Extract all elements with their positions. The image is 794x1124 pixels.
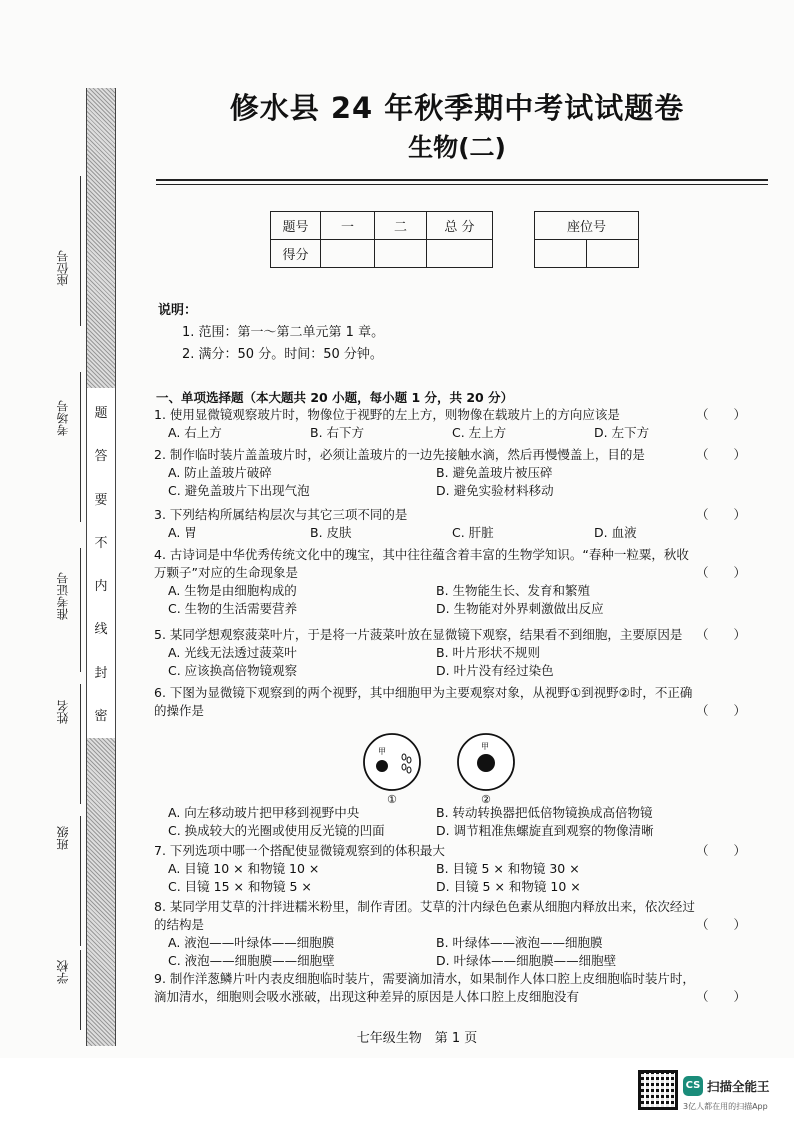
score-input-cell[interactable]: [375, 240, 427, 268]
question-stem: 6. 下图为显微镜下观察到的两个视野，其中细胞甲为主要观察对象，从视野①到视野②时，不正确的操作是: [154, 685, 693, 718]
cell-label-view1: 甲: [378, 747, 386, 756]
score-header-cell: 一: [321, 212, 375, 240]
answer-paren[interactable]: （ ）: [695, 565, 746, 580]
option: D. 血液: [594, 525, 637, 540]
seal-char: 不: [94, 535, 108, 551]
view-1-circle: [364, 734, 420, 790]
question-stem: 7. 下列选项中哪一个搭配使显微镜观察到的体积最大: [154, 843, 445, 858]
option: B. 目镜 5 × 和物镜 30 ×: [436, 861, 580, 876]
option: A. 光线无法透过菠菜叶: [168, 645, 297, 660]
qr-code-pattern: [641, 1073, 675, 1107]
microscope-views-svg: [360, 730, 520, 806]
question-stem: 8. 某同学用艾草的汁拌进糯米粉里，制作青团。艾草的汁内绿色色素从细胞内释放出来，依次经过的结构是: [154, 899, 695, 932]
option: A. 目镜 10 × 和物镜 10 ×: [168, 861, 320, 876]
option: C. 左上方: [452, 425, 507, 440]
score-input-cell[interactable]: [321, 240, 375, 268]
answer-paren[interactable]: （ ）: [695, 627, 746, 642]
option: D. 调节粗准焦螺旋直到观察的物像清晰: [436, 823, 654, 838]
answer-paren[interactable]: （ ）: [695, 703, 746, 718]
side-field-name: 姓名: [56, 700, 70, 724]
side-field-ticket: 准考证号: [56, 572, 70, 620]
scanner-tagline: 3亿人都在用的扫描App: [683, 1102, 768, 1111]
view-2-label: ②: [481, 793, 491, 806]
question-5: [154, 626, 754, 680]
option: C. 避免盖玻片下出现气泡: [168, 483, 310, 498]
exam-subtitle: 生物(二): [408, 133, 506, 162]
question-stem: 2. 制作临时装片盖盖玻片时，必须让盖玻片的一边先接触水滴，然后再慢慢盖上，目的是: [154, 447, 645, 462]
fill-line: [80, 816, 81, 946]
question-2: [154, 446, 754, 500]
cell-label-view2: 甲: [481, 742, 489, 751]
seat-label: 座位号: [535, 212, 639, 240]
option: B. 皮肤: [310, 525, 352, 540]
question-8: [154, 898, 754, 970]
question-7: [154, 842, 754, 896]
answer-paren[interactable]: （ ）: [695, 507, 746, 522]
seal-char: 内: [94, 579, 108, 595]
option: C. 肝脏: [452, 525, 494, 540]
option: C. 目镜 15 × 和物镜 5 ×: [168, 879, 312, 894]
seal-char: 要: [94, 492, 108, 508]
option: A. 右上方: [168, 425, 222, 440]
answer-paren[interactable]: （ ）: [695, 989, 746, 1004]
answer-paren[interactable]: （ ）: [695, 917, 746, 932]
seat-input-cell[interactable]: [535, 240, 587, 268]
camscanner-logo-icon: CS: [683, 1076, 703, 1096]
seal-char: 题: [94, 406, 108, 421]
seal-char: 线: [94, 622, 108, 638]
option: B. 叶绿体——液泡——细胞膜: [436, 935, 603, 950]
fill-line: [80, 372, 81, 522]
title-rule: [156, 179, 768, 181]
option: B. 右下方: [310, 425, 365, 440]
view-1-label: ①: [387, 793, 397, 806]
cell-jia-small: [376, 760, 388, 772]
instructions-heading: 说明：: [158, 303, 198, 318]
fill-line: [80, 950, 81, 1030]
microscope-views-diagram: [360, 730, 520, 806]
instructions: [158, 300, 384, 366]
side-field-room: 考场号: [56, 400, 70, 436]
score-header-cell: 二: [375, 212, 427, 240]
option: B. 叶片形状不规则: [436, 645, 541, 660]
question-1: [154, 406, 754, 442]
fill-line: [80, 548, 81, 672]
question-stem: 3. 下列结构所属结构层次与其它三项不同的是: [154, 507, 408, 522]
question-stem: 5. 某同学想观察菠菜叶片，于是将一片菠菜叶放在显微镜下观察，结果看不到细胞，主要原因是: [154, 627, 683, 642]
seat-input-cell[interactable]: [587, 240, 639, 268]
score-label-cell: 得分: [271, 240, 321, 268]
page-footer: 七年级生物 第 1 页: [356, 1031, 478, 1046]
seal-char: 密: [94, 708, 108, 724]
option: C. 液泡——细胞膜——细胞壁: [168, 953, 335, 968]
seal-char: 答: [94, 449, 108, 465]
answer-paren[interactable]: （ ）: [695, 447, 746, 462]
cell-jia-large: [477, 754, 495, 772]
score-table: [270, 211, 493, 268]
answer-paren[interactable]: （ ）: [695, 407, 746, 422]
scanner-app-name: 扫描全能王: [707, 1079, 770, 1094]
option: C. 生物的生活需要营养: [168, 601, 298, 616]
exam-title: 修水县 24 年秋季期中考试试题卷: [229, 91, 685, 125]
option: D. 避免实验材料移动: [436, 483, 554, 498]
option: D. 生物能对外界刺激做出反应: [436, 601, 604, 616]
seal-char: 封: [94, 665, 108, 681]
question-3: [154, 506, 754, 542]
fill-line: [80, 684, 81, 804]
side-field-school: 学校: [56, 960, 70, 984]
option: D. 目镜 5 × 和物镜 10 ×: [436, 879, 581, 894]
score-header-cell: 总 分: [427, 212, 493, 240]
option: B. 避免盖玻片被压碎: [436, 465, 553, 480]
question-4: [154, 546, 754, 618]
option: A. 防止盖玻片破碎: [168, 465, 272, 480]
question-6-options: [154, 804, 754, 840]
question-9: [154, 970, 754, 1006]
option: C. 换成较大的光圈或使用反光镜的凹面: [168, 823, 385, 838]
side-field-seat: 座位号: [56, 250, 70, 286]
seat-table: [534, 211, 639, 268]
option: A. 生物是由细胞构成的: [168, 583, 297, 598]
title-rule-thin: [156, 184, 768, 185]
question-stem: 4. 古诗词是中华优秀传统文化中的瑰宝，其中往往蕴含着丰富的生物学知识。“春种一粒粟，秋收万颗子”对应的生命现象是: [154, 547, 689, 580]
instructions-item: 1. 范围：第一～第二单元第 1 章。: [182, 325, 385, 340]
hatch-bottom: [87, 738, 115, 1046]
instructions-item: 2. 满分：50 分。时间：50 分钟。: [182, 347, 383, 362]
seal-line-text: [87, 388, 115, 738]
option: B. 转动转换器把低倍物镜换成高倍物镜: [436, 805, 653, 820]
side-field-class: 班级: [56, 826, 70, 850]
option: B. 生物能生长、发育和繁殖: [436, 583, 591, 598]
question-6: [154, 684, 754, 720]
answer-paren[interactable]: （ ）: [695, 843, 746, 858]
option: D. 叶绿体——细胞膜——细胞壁: [436, 953, 617, 968]
binding-strip: [86, 88, 116, 1046]
option: D. 叶片没有经过染色: [436, 663, 554, 678]
option: A. 胃: [168, 525, 197, 540]
score-header-cell: 题号: [271, 212, 321, 240]
fill-line: [80, 176, 81, 326]
score-input-cell[interactable]: [427, 240, 493, 268]
option: A. 液泡——叶绿体——细胞膜: [168, 935, 335, 950]
option: D. 左下方: [594, 425, 650, 440]
question-stem: 9. 制作洋葱鳞片叶内表皮细胞临时装片，需要滴加清水，如果制作人体口腔上皮细胞临时装片时，滴加清水，细胞则会吸水涨破，出现这种差异的原因是人体口腔上皮细胞没有: [154, 971, 695, 1004]
section-title: 一、单项选择题（本大题共 20 小题，每小题 1 分，共 20 分）: [156, 390, 514, 405]
option: C. 应该换高倍物镜观察: [168, 663, 298, 678]
question-stem: 1. 使用显微镜观察玻片时，物像位于视野的左上方，则物像在载玻片上的方向应该是: [154, 407, 620, 422]
option: A. 向左移动玻片把甲移到视野中央: [168, 805, 360, 820]
